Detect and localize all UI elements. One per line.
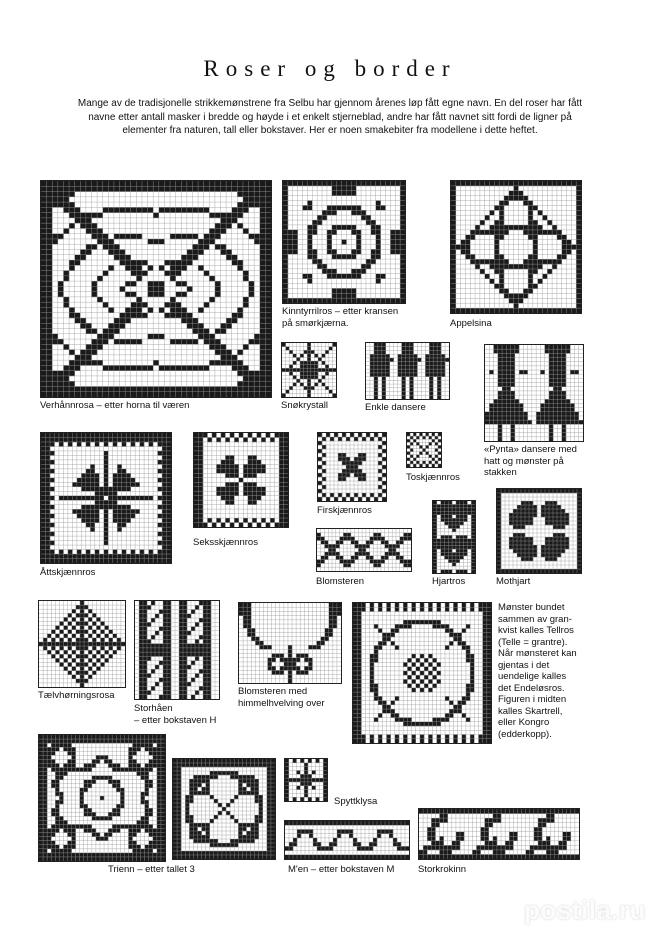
chart-tellros [352, 602, 492, 744]
chart-himmelhvelving [238, 602, 342, 684]
knit-grid-verhann [41, 181, 271, 397]
page-title: Roser og border [203, 56, 457, 81]
knit-grid-mn [285, 821, 409, 859]
caption-blomsteren: Blomsteren [316, 576, 365, 587]
knit-grid-storhaen [135, 601, 219, 699]
chart-snokrystall [281, 342, 337, 398]
caption-attskjaennros: Åttskjænnros [40, 567, 96, 578]
caption-seksskjaennros: Seksskjænnros [193, 537, 258, 548]
caption-kinntyrrilros: Kinntyrrilros – etter kransen på smørkjærna. [282, 306, 399, 329]
knit-grid-tellros [353, 603, 491, 743]
knit-grid-hjartros [433, 501, 475, 573]
chart-firskjaennros [317, 432, 387, 502]
chart-krone [172, 758, 276, 860]
knit-grid-mothjart [497, 489, 581, 573]
chart-trienn [38, 734, 166, 862]
caption-taelvhorningsrosa: Tælvhørningsrosa [38, 690, 115, 701]
caption-pynta-dansere: «Pynta» dansere med hatt og mønster på stakken [484, 444, 577, 478]
knit-grid-snokrystall [282, 343, 336, 397]
chart-pynta-dansere [484, 344, 584, 442]
knit-grid-fir [318, 433, 386, 501]
bleed-through-text [470, 2, 474, 14]
chart-taelvhorningsrosa [38, 600, 126, 688]
knit-grid-himmel [239, 603, 341, 683]
caption-m-en: M'en – etter bokstaven M [288, 864, 395, 875]
caption-appelsina: Appelsina [450, 318, 492, 329]
chart-appelsina [450, 180, 582, 314]
knit-grid-spytt [285, 759, 327, 801]
chart-toskjaennros [406, 432, 442, 468]
intro-paragraph: Mange av de tradisjonelle strikkemønstrene fra Selbu har gjennom årenes løp fått egne navn. En del roser har fått navne etter antall masker i bredde og høyde i et enkelt stjerneblad, andre har fått navnet sitt fordi de ligner på elementer fra naturen, tall eller bokstaver. Her er noen smakebiter fra modellene i dette heftet. [77, 98, 583, 136]
knit-grid-to [407, 433, 441, 467]
chart-enkle-dansere [365, 342, 450, 400]
knit-grid-kinntyrril [283, 181, 405, 303]
caption-toskjaennros: Toskjænnros [406, 472, 460, 483]
chart-storkrokinn [418, 808, 580, 860]
chart-storhaen [134, 600, 220, 700]
knit-grid-pynta [485, 345, 583, 441]
caption-snokrystall: Snøkrystall [281, 400, 328, 411]
chart-hjartros [432, 500, 476, 574]
knit-grid-seks [194, 433, 288, 527]
caption-firskjaennros: Firskjænnros [317, 505, 372, 516]
caption-tellros: Mønster bundet sammen av gran- kvist kalles Tellros (Telle = grantre). Når mønsteret kan gjentas i det uendelige kalles det Endeløsros. Figuren i midten kalles Skartrell, eller Kongro (edderkopp). [498, 602, 577, 740]
knit-grid-trienn [39, 735, 165, 861]
knit-grid-blomsteren [317, 529, 411, 571]
chart-blomsteren [316, 528, 412, 572]
chart-verhannrosa [40, 180, 272, 398]
caption-hjartros: Hjartros [432, 576, 466, 587]
watermark-text: postila.ru [523, 895, 646, 925]
knit-grid-stork [419, 809, 579, 859]
caption-verhannrosa: Verhånnrosa – etter horna til væren [40, 400, 190, 411]
caption-trienn: Trienn – etter tallet 3 [108, 864, 195, 875]
chart-seksskjaennros [193, 432, 289, 528]
chart-m-en [284, 820, 410, 860]
chart-attskjaennros [40, 432, 172, 564]
knit-grid-atte [41, 433, 171, 563]
caption-himmelhvelving: Blomsteren med himmelhvelving over [238, 686, 325, 709]
knit-grid-taelv [39, 601, 125, 687]
caption-spyttklysa: Spyttklysa [334, 796, 378, 807]
caption-storkrokinn: Storkrokinn [418, 864, 467, 875]
chart-kinntyrrilros [282, 180, 406, 304]
caption-mothjart: Mothjart [496, 576, 531, 587]
knit-grid-tkrone [173, 759, 275, 859]
chart-mothjart [496, 488, 582, 574]
knit-grid-appelsina [451, 181, 581, 313]
caption-enkle-dansere: Enkle dansere [365, 402, 426, 413]
watermark-logo [524, 895, 646, 926]
chart-spyttklysa [284, 758, 328, 802]
caption-storhaen: Storhåen – etter bokstaven H [134, 703, 217, 726]
knit-grid-enkle [366, 343, 449, 399]
